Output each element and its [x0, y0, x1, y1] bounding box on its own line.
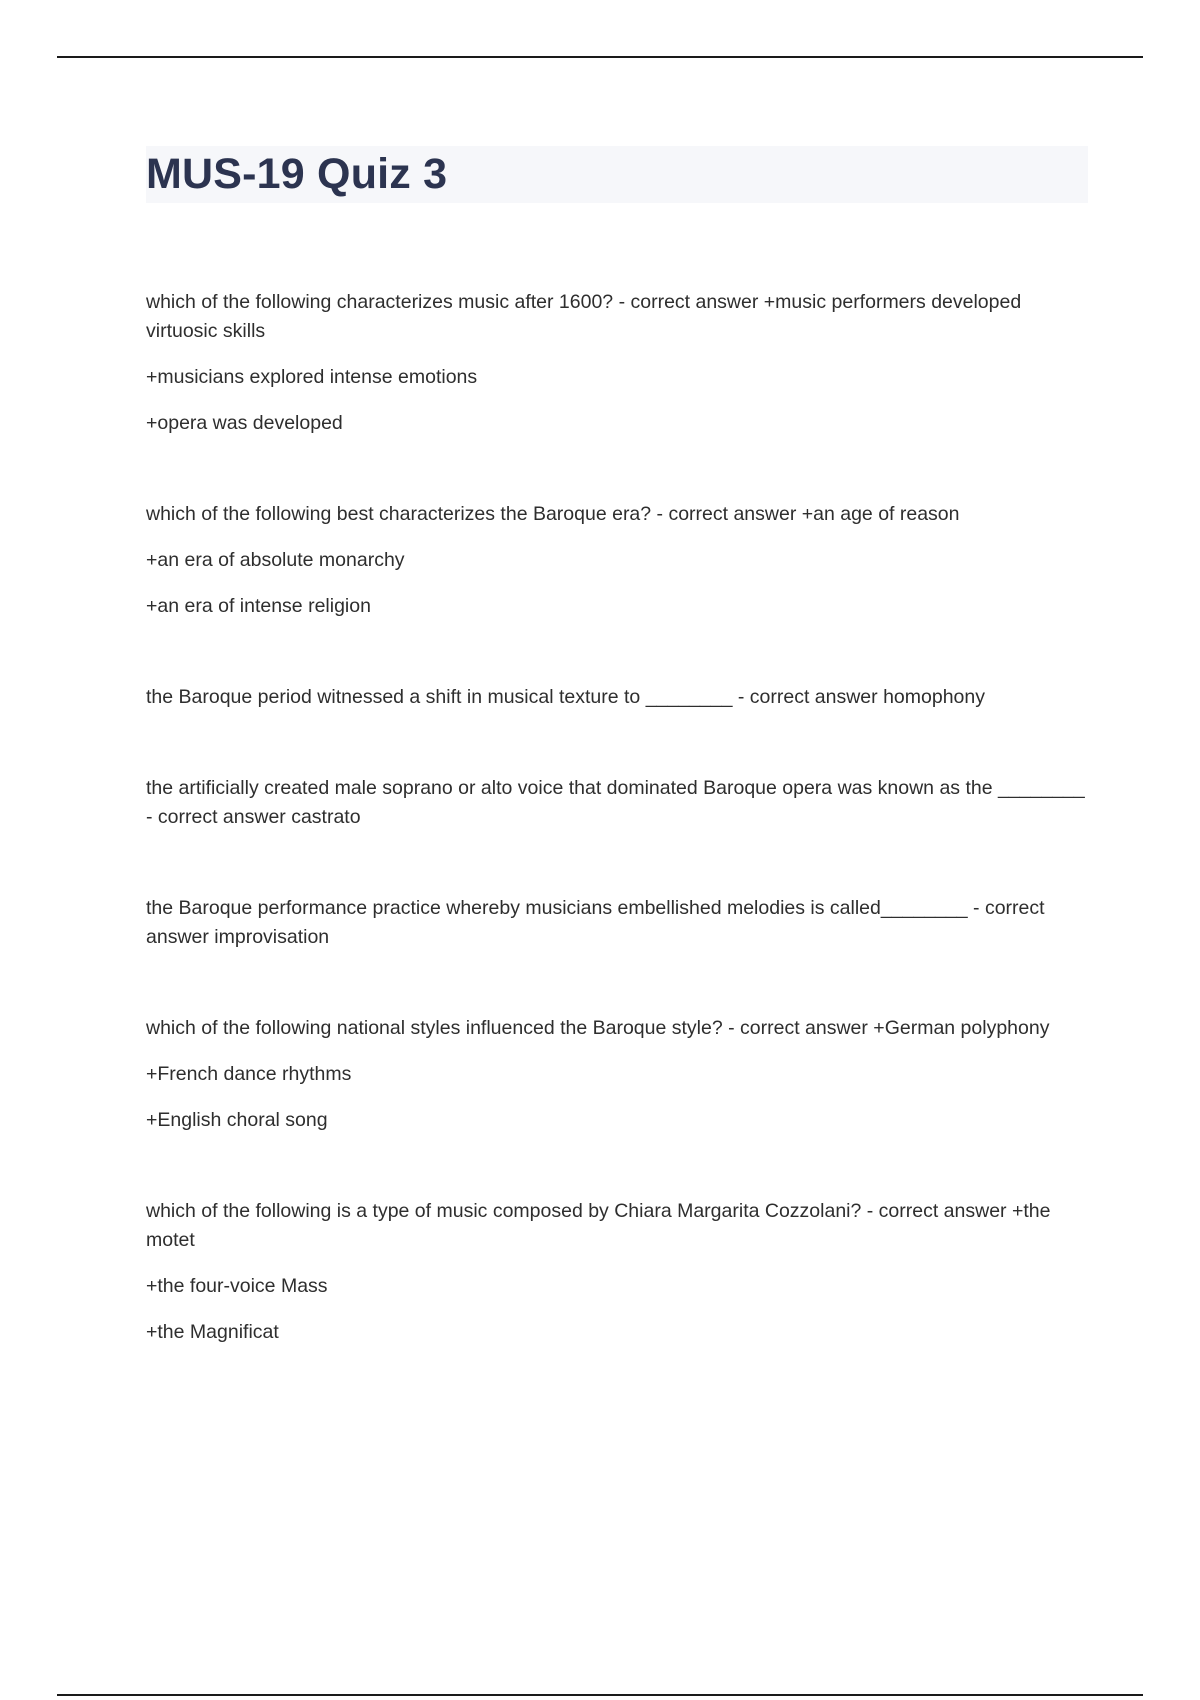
- qa-item-2: [146, 500, 1086, 621]
- qa-answer-line: +opera was developed: [146, 412, 343, 434]
- quiz-content: [146, 288, 1086, 1409]
- qa-answer-line: +French dance rhythms: [146, 1063, 352, 1085]
- qa-question: which of the following national styles influenced the Baroque style? - correct answer +German polyphony: [146, 1017, 1050, 1039]
- qa-answer-line: +the Magnificat: [146, 1321, 279, 1343]
- qa-answer-line: +musicians explored intense emotions: [146, 366, 478, 388]
- qa-item-3: [146, 683, 1086, 712]
- qa-item-4: [146, 774, 1086, 832]
- qa-question: which of the following characterizes music after 1600? - correct answer +music performers developed virtuosic skills: [146, 291, 1022, 342]
- bottom-rule: [57, 1694, 1143, 1696]
- qa-item-6: [146, 1014, 1086, 1135]
- qa-item-7: [146, 1197, 1086, 1347]
- qa-question: which of the following is a type of music composed by Chiara Margarita Cozzolani? - correct answer +the motet: [146, 1200, 1051, 1251]
- qa-item-1: [146, 288, 1086, 438]
- qa-answer-line: +an era of intense religion: [146, 595, 371, 617]
- qa-question: the artificially created male soprano or alto voice that dominated Baroque opera was known as the ________ - correct answer castrato: [146, 777, 1085, 828]
- qa-question: the Baroque period witnessed a shift in musical texture to ________ - correct answer homophony: [146, 686, 985, 708]
- page-title: MUS-19 Quiz 3: [146, 150, 448, 198]
- qa-item-5: [146, 894, 1086, 952]
- qa-answer-line: +English choral song: [146, 1109, 328, 1131]
- qa-question: which of the following best characterizes the Baroque era? - correct answer +an age of reason: [146, 503, 960, 525]
- qa-question: the Baroque performance practice whereby musicians embellished melodies is called________ - correct answer improvisation: [146, 897, 1045, 948]
- qa-answer-line: +the four-voice Mass: [146, 1275, 328, 1297]
- qa-answer-line: +an era of absolute monarchy: [146, 549, 405, 571]
- top-rule: [57, 56, 1143, 58]
